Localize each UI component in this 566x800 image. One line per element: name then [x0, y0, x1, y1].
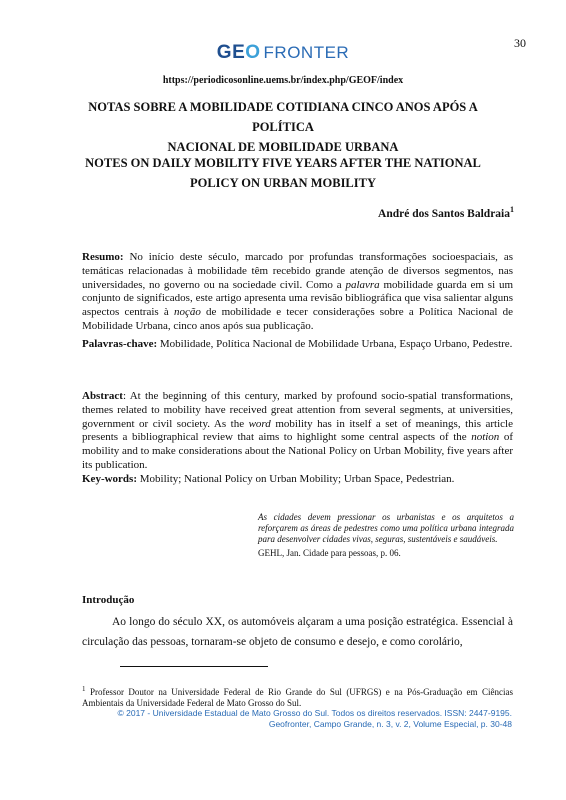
abstract-em-notion: notion — [471, 431, 500, 444]
footnote — [82, 684, 513, 709]
author-line — [378, 205, 514, 220]
title-en-line1: NOTES ON DAILY MOBILITY FIVE YEARS AFTER THE NATIONAL — [85, 156, 481, 170]
resumo-text-c: de mobilidade e tecer considerações sobre a Política Nacional de Mobilidade Urbana, cinco anos após sua publicação. — [82, 306, 513, 332]
author-footnote-mark[interactable]: 1 — [510, 205, 514, 214]
resumo-text-b: mobilidade guarda em si um conjunto de significados, este artigo apresenta uma revisão bibliográfica que visa salientar alguns aspectos centrais à — [82, 278, 513, 319]
keywords-en-text: Mobility; National Policy on Urban Mobility; Urban Space, Pedestrian. — [137, 473, 455, 485]
abstract-text-c: of mobility and to make considerations about the National Policy on Urban Mobility, five years after its publication. — [82, 431, 513, 471]
page-footer — [60, 708, 512, 730]
logo-part-ge: GE — [216, 42, 246, 63]
abstract-label: Abstract — [82, 390, 123, 402]
footer-copyright: © 2017 - Universidade Estadual de Mato Grosso do Sul. Todos os direitos reservados. ISSN: 2447-9195. — [117, 708, 512, 718]
resumo-text-a: No início deste século, marcado por profundas transformações socioespaciais, as temáticas relacionadas à mobilidade têm recebido grande atenção de diversos segmentos, nas universidades, no governo ou na sociedade civil. Como a — [82, 251, 513, 291]
resumo-em-palavra: palavra — [345, 278, 380, 291]
abstract-text-a: : At the beginning of this century, marked by profound socio-spatial transformations, themes related to mobility have received great attention from several segments, at universities, government or civil society. As the — [82, 390, 513, 430]
abstract-text-b: mobility has in itself a set of meanings, this article presents a bibliographical review that aims to highlight some central aspects of the — [82, 417, 513, 444]
author-name: André dos Santos Baldraia — [378, 207, 510, 220]
keywords-portuguese — [82, 334, 513, 354]
keywords-english — [82, 473, 513, 487]
resumo-label: Resumo: — [82, 251, 124, 263]
title-pt-line1: NOTAS SOBRE A MOBILIDADE COTIDIANA CINCO ANOS APÓS A POLÍTICA — [88, 100, 478, 134]
journal-url[interactable]: https://periodicosonline.uems.br/index.php/GEOF/index — [162, 75, 404, 86]
logo-part-fronter: FRONTER — [263, 43, 350, 62]
logo-part-o: O — [245, 42, 261, 63]
epigraph-source: GEHL, Jan. Cidade para pessoas, p. 06. — [258, 547, 401, 558]
title-en-line2: POLICY ON URBAN MOBILITY — [189, 176, 376, 190]
keywords-en-label: Key-words: — [82, 473, 137, 485]
introduction-text: Ao longo do século XX, os automóveis alçaram a uma posição estratégica. Essencial à circulação das pessoas, tornaram-se objeto de consumo e desejo, e como corolário, — [82, 616, 513, 648]
title-portuguese — [60, 97, 506, 157]
footnote-separator — [120, 666, 268, 667]
journal-logo — [0, 42, 566, 64]
footnote-text: Professor Doutor na Universidade Federal de Rio Grande do Sul (UFRGS) e na Pós-Graduação em Ciências Ambientais da Universidade Federal de Mato Grosso do Sul. — [82, 687, 513, 708]
title-english — [60, 153, 506, 193]
epigraph-text: As cidades devem pressionar os urbanistas e os arquitetos a reforçarem as áreas de pedestres como uma política urbana integrada para desenvolver cidades vivas, seguras, sustentáveis e saudáveis. — [258, 512, 514, 545]
keywords-pt-text: Mobilidade, Política Nacional de Mobilidade Urbana, Espaço Urbano, Pedestre. — [157, 338, 513, 350]
introduction-paragraph — [82, 612, 513, 652]
introduction-heading: Introdução — [82, 594, 135, 606]
abstract-em-word: word — [248, 417, 271, 430]
page-number: 30 — [514, 36, 526, 50]
footer-citation: Geofronter, Campo Grande, n. 3, v. 2, Volume Especial, p. 30-48 — [268, 719, 512, 729]
resumo-paragraph — [82, 251, 513, 334]
footnote-mark: 1 — [82, 685, 86, 693]
epigraph — [258, 512, 514, 559]
keywords-pt-label: Palavras-chave: — [82, 338, 158, 350]
abstract-paragraph — [82, 390, 513, 473]
resumo-em-nocao: noção — [173, 306, 201, 319]
title-pt-line2: NACIONAL DE MOBILIDADE URBANA — [167, 140, 399, 154]
